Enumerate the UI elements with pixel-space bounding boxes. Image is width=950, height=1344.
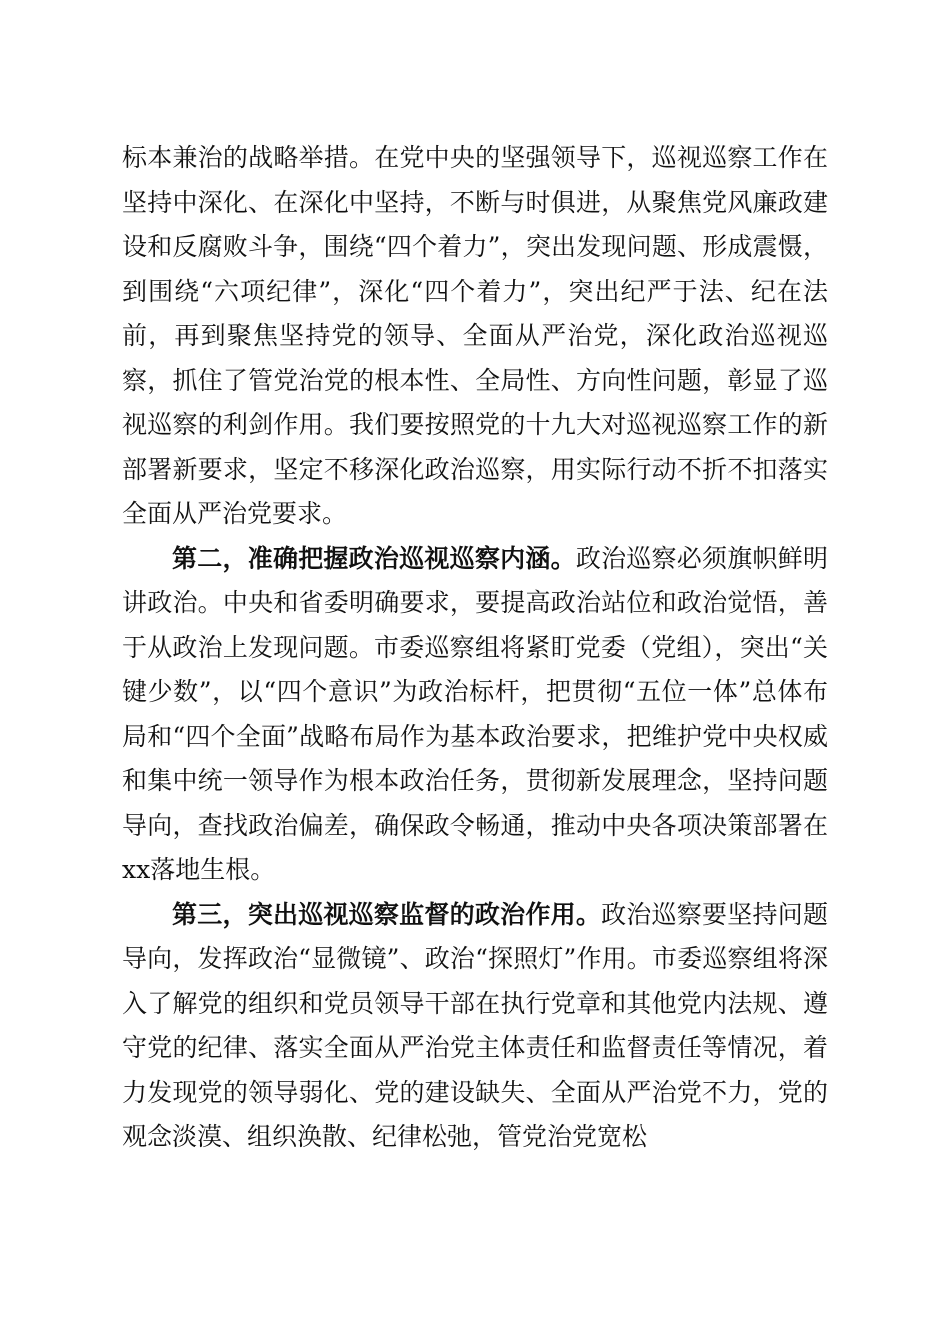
paragraph-text: 标本兼治的战略举措。在党中央的坚强领导下，巡视巡察工作在坚持中深化、在深化中坚持，不断与时俱进，从聚焦党风廉政建设和反腐败斗争，围绕“四个着力”，突出发现问题、形成震慑，到围绕“六项纪律”，深化“四个着力”，突出纪严于法、纪在法前，再到聚焦坚持党的领导、全面从严治党，深化政治巡视巡察，抓住了管党治党的根本性、全局性、方向性问题，彰显了巡视巡察的利剑作用。我们要按照党的十九大对巡视巡察工作的新部署新要求，坚定不移深化政治巡察，用实际行动不折不扣落实全面从严治党要求。: [122, 143, 828, 528]
paragraph-lead-heading: 第三，突出巡视巡察监督的政治作用。: [172, 899, 602, 929]
document-body: [122, 136, 828, 1160]
paragraph-text: 政治巡察必须旗帜鲜明讲政治。中央和省委明确要求，要提高政治站位和政治觉悟，善于从政治上发现问题。市委巡察组将紧盯党委（党组），突出“关键少数”，以“四个意识”为政治标杆，把贯彻“五位一体”总体布局和“四个全面”战略布局作为基本政治要求，把维护党中央权威和集中统一领导作为根本政治任务，贯彻新发展理念，坚持问题导向，查找政治偏差，确保政令畅通，推动中央各项决策部署在xx落地生根。: [122, 543, 828, 884]
paragraph-third: [122, 893, 828, 1160]
paragraph-lead-heading: 第二，准确把握政治巡视巡察内涵。: [172, 543, 576, 573]
paragraph-text: 政治巡察要坚持问题导向，发挥政治“显微镜”、政治“探照灯”作用。市委巡察组将深入了解党的组织和党员领导干部在执行党章和其他党内法规、遵守党的纪律、落实全面从严治党主体责任和监督责任等情况，着力发现党的领导弱化、党的建设缺失、全面从严治党不力，党的观念淡漠、组织涣散、纪律松弛，管党治党宽松: [122, 899, 828, 1151]
paragraph-continuation: [122, 136, 828, 537]
paragraph-second: [122, 537, 828, 893]
